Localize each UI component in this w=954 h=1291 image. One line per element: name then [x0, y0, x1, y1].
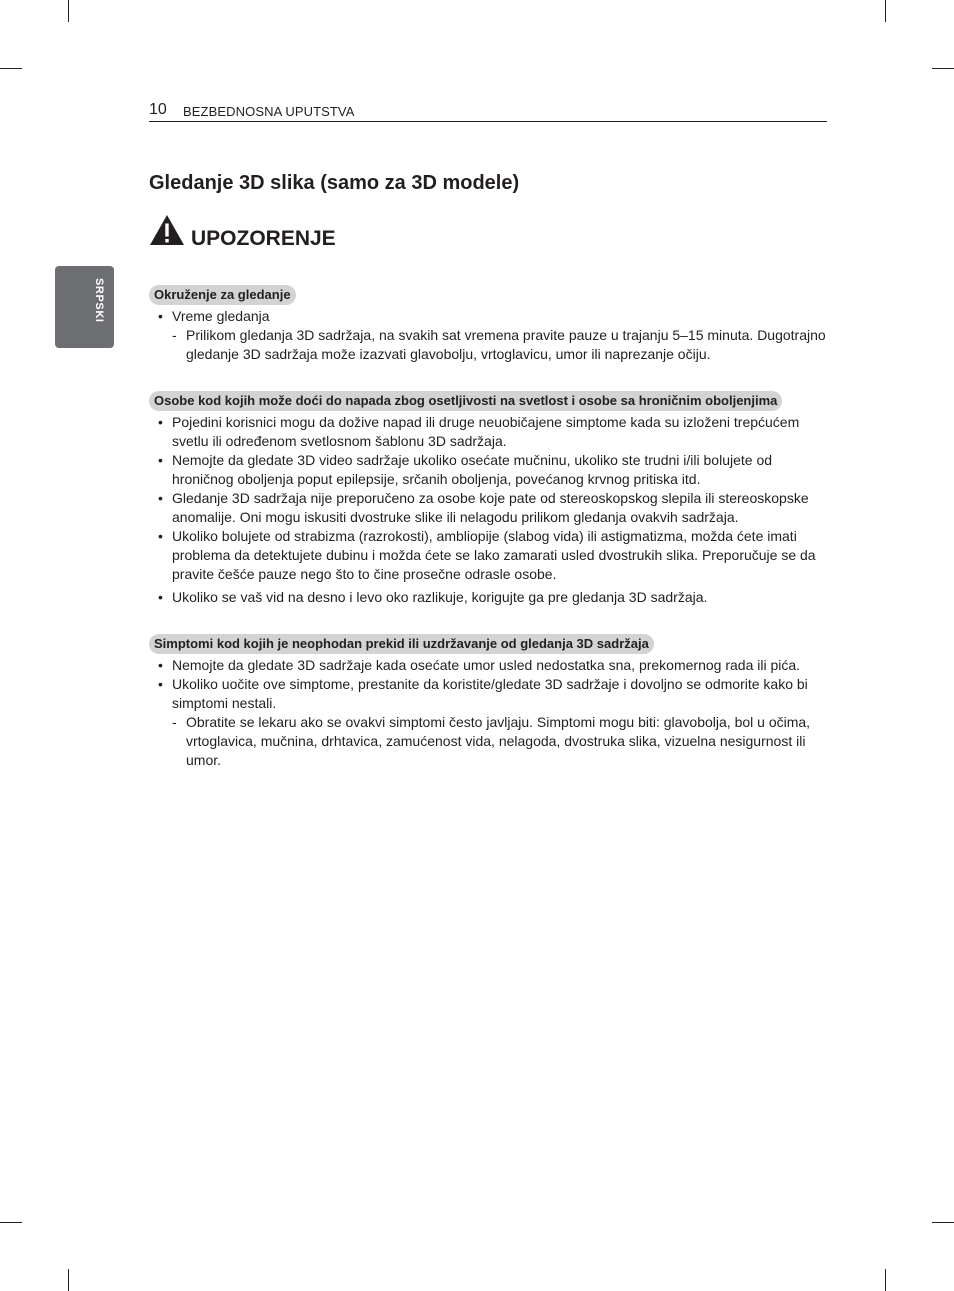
crop-mark [932, 68, 954, 69]
crop-mark [68, 0, 69, 22]
warning-title: UPOZORENJE [191, 227, 336, 250]
page-number: 10 [149, 101, 167, 118]
list-item: • Gledanje 3D sadržaja nije preporučeno za osobe koje pate od stereoskopskog slepila ili stereoskopske anomalije. Oni mogu iskusiti dvostruke slike ili nelagodu prilikom gledanja ovakvih sadržaja. [158, 489, 830, 527]
section-heading-symptoms: Simptomi kod kojih je neophodan prekid ili uzdržavanje od gledanja 3D sadržaja [149, 634, 654, 654]
language-tab [55, 266, 114, 348]
list-item: • Nemojte da gledate 3D video sadržaje ukoliko osećate mučninu, ukoliko ste trudni i/ili bolujete od hroničnog oboljenja poput epilepsije, srčanih oboljenja, povećanog krvnog pritiska itd. [158, 451, 830, 489]
list-item: - Obratite se lekaru ako se ovakvi simptomi često javljaju. Simptomi mogu biti: glavobolja, bol u očima, vrtoglavica, mučnina, drhtavica, zamućenost vida, nelagoda, dvostruka slika, vizuelna nesigurnost ili umor. [158, 713, 830, 770]
crop-mark [0, 1222, 22, 1223]
warning-triangle-icon [149, 214, 185, 246]
list-item: • Vreme gledanja [158, 307, 830, 326]
crop-mark [932, 1222, 954, 1223]
list-item: • Ukoliko uočite ove simptome, prestanite da koristite/gledate 3D sadržaje i dovoljno se odmorite kako bi simptomi nestali. [158, 675, 830, 713]
list-item: • Nemojte da gledate 3D sadržaje kada osećate umor usled nedostatka sna, prekomernog rada ili pića. [158, 656, 830, 675]
section-list [158, 307, 830, 364]
list-item: • Ukoliko bolujete od strabizma (razrokosti), ambliopije (slabog vida) ili astigmatizma, možda ćete imati problema da detektujete dubinu i možda ćete se lako zamarati usled dvostrukih slika. Preporučuje se da pravite češće pauze nego što to čine prosečne odrasle osobe. [158, 527, 830, 584]
section-list [158, 656, 830, 770]
section-heading-photosensitivity: Osobe kod kojih može doći do napada zbog osetljivosti na svetlost i osobe sa hroničnim oboljenjima [149, 391, 782, 411]
list-item: • Pojedini korisnici mogu da dožive napad ili druge neuobičajene simptome kada su izloženi trepćućem svetlu ili određenom svetlosnom šablonu 3D sadržaja. [158, 413, 830, 451]
list-item: • Ukoliko se vaš vid na desno i levo oko razlikuje, korigujte ga pre gledanja 3D sadržaja. [158, 588, 830, 607]
section-list [158, 413, 830, 607]
crop-mark [885, 0, 886, 22]
section-heading-viewing-environment: Okruženje za gledanje [149, 285, 296, 305]
page-header [149, 101, 827, 122]
crop-mark [885, 1269, 886, 1291]
list-item: - Prilikom gledanja 3D sadržaja, na svakih sat vremena pravite pauze u trajanju 5–15 minuta. Dugotrajno gledanje 3D sadržaja može izazvati glavobolju, vrtoglavicu, umor ili naprezanje očiju. [158, 326, 830, 364]
crop-mark [68, 1269, 69, 1291]
crop-mark [0, 68, 22, 69]
language-label: SRPSKI [93, 278, 105, 323]
page-title: Gledanje 3D slika (samo za 3D modele) [149, 172, 520, 194]
header-section-name: BEZBEDNOSNA UPUTSTVA [183, 104, 355, 119]
